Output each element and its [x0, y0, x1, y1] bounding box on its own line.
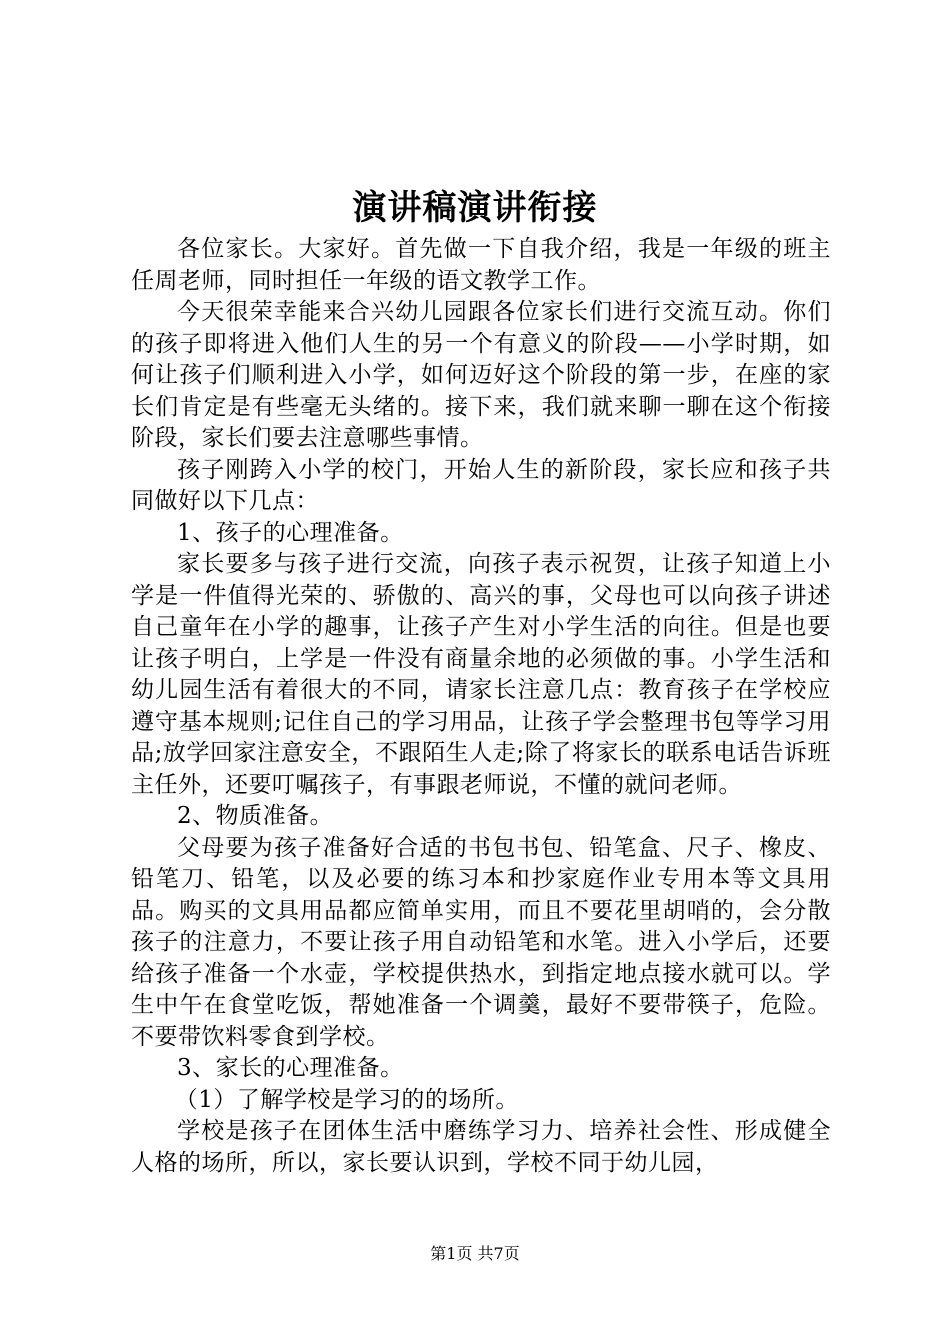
section-heading: 3、家长的心理准备。: [177, 1055, 404, 1081]
paragraph: 父母要为孩子准备好合适的书包书包、铅笔盒、尺子、橡皮、铅笔刀、铅笔，以及必要的练习本和抄家庭作业专用本等文具用品。购买的文具用品都应简单实用，而且不要花里胡哨的，会分散孩子的注意力，不要让孩子用自动铅笔和水笔。进入小学后，还要给孩子准备一个水壶，学校提供热水，到指定地点接水就可以。学生中午在食堂吃饭，帮她准备一个调羹，最好不要带筷子，危险。不要带饮料零食到学校。: [131, 834, 831, 1050]
document-title: 演讲稿演讲衔接: [352, 188, 598, 228]
paragraph: 学校是孩子在团体生活中磨练学习力、培养社会性、形成健全人格的场所，所以，家长要认识到，学校不同于幼儿园，: [131, 1118, 831, 1176]
subsection-heading: （1）了解学校是学习的的场所。: [174, 1086, 519, 1113]
paragraph: 孩子刚跨入小学的校门，开始人生的新阶段，家长应和孩子共同做好以下几点：: [131, 456, 831, 514]
document-body: [131, 234, 831, 1179]
page-footer: 第1页 共7页: [430, 1244, 520, 1263]
paragraph: 家长要多与孩子进行交流，向孩子表示祝贺，让孩子知道上小学是一件值得光荣的、骄傲的、高兴的事，父母也可以向孩子讲述自己童年在小学的趣事，让孩子产生对小学生活的向往。但是也要让孩子明白，上学是一件没有商量余地的必须做的事。小学生活和幼儿园生活有着很大的不同，请家长注意几点：教育孩子在学校应遵守基本规则;记住自己的学习用品，让孩子学会整理书包等学习用品;放学回家注意安全，不跟陌生人走;除了将家长的联系电话告诉班主任外，还要叮嘱孩子，有事跟老师说，不懂的就问老师。: [131, 551, 831, 798]
paragraph: 今天很荣幸能来合兴幼儿园跟各位家长们进行交流互动。你们的孩子即将进入他们人生的另一个有意义的阶段——小学时期，如何让孩子们顺利进入小学，如何迈好这个阶段的第一步，在座的家长们肯定是有些毫无头绪的。接下来，我们就来聊一聊在这个衔接阶段，家长们要去注意哪些事情。: [131, 299, 831, 451]
section-heading: 1、孩子的心理准备。: [177, 519, 404, 546]
section-heading: 2、物质准备。: [177, 803, 334, 829]
paragraph: 各位家长。大家好。首先做一下自我介绍，我是一年级的班主任周老师，同时担任一年级的语文教学工作。: [131, 236, 831, 294]
